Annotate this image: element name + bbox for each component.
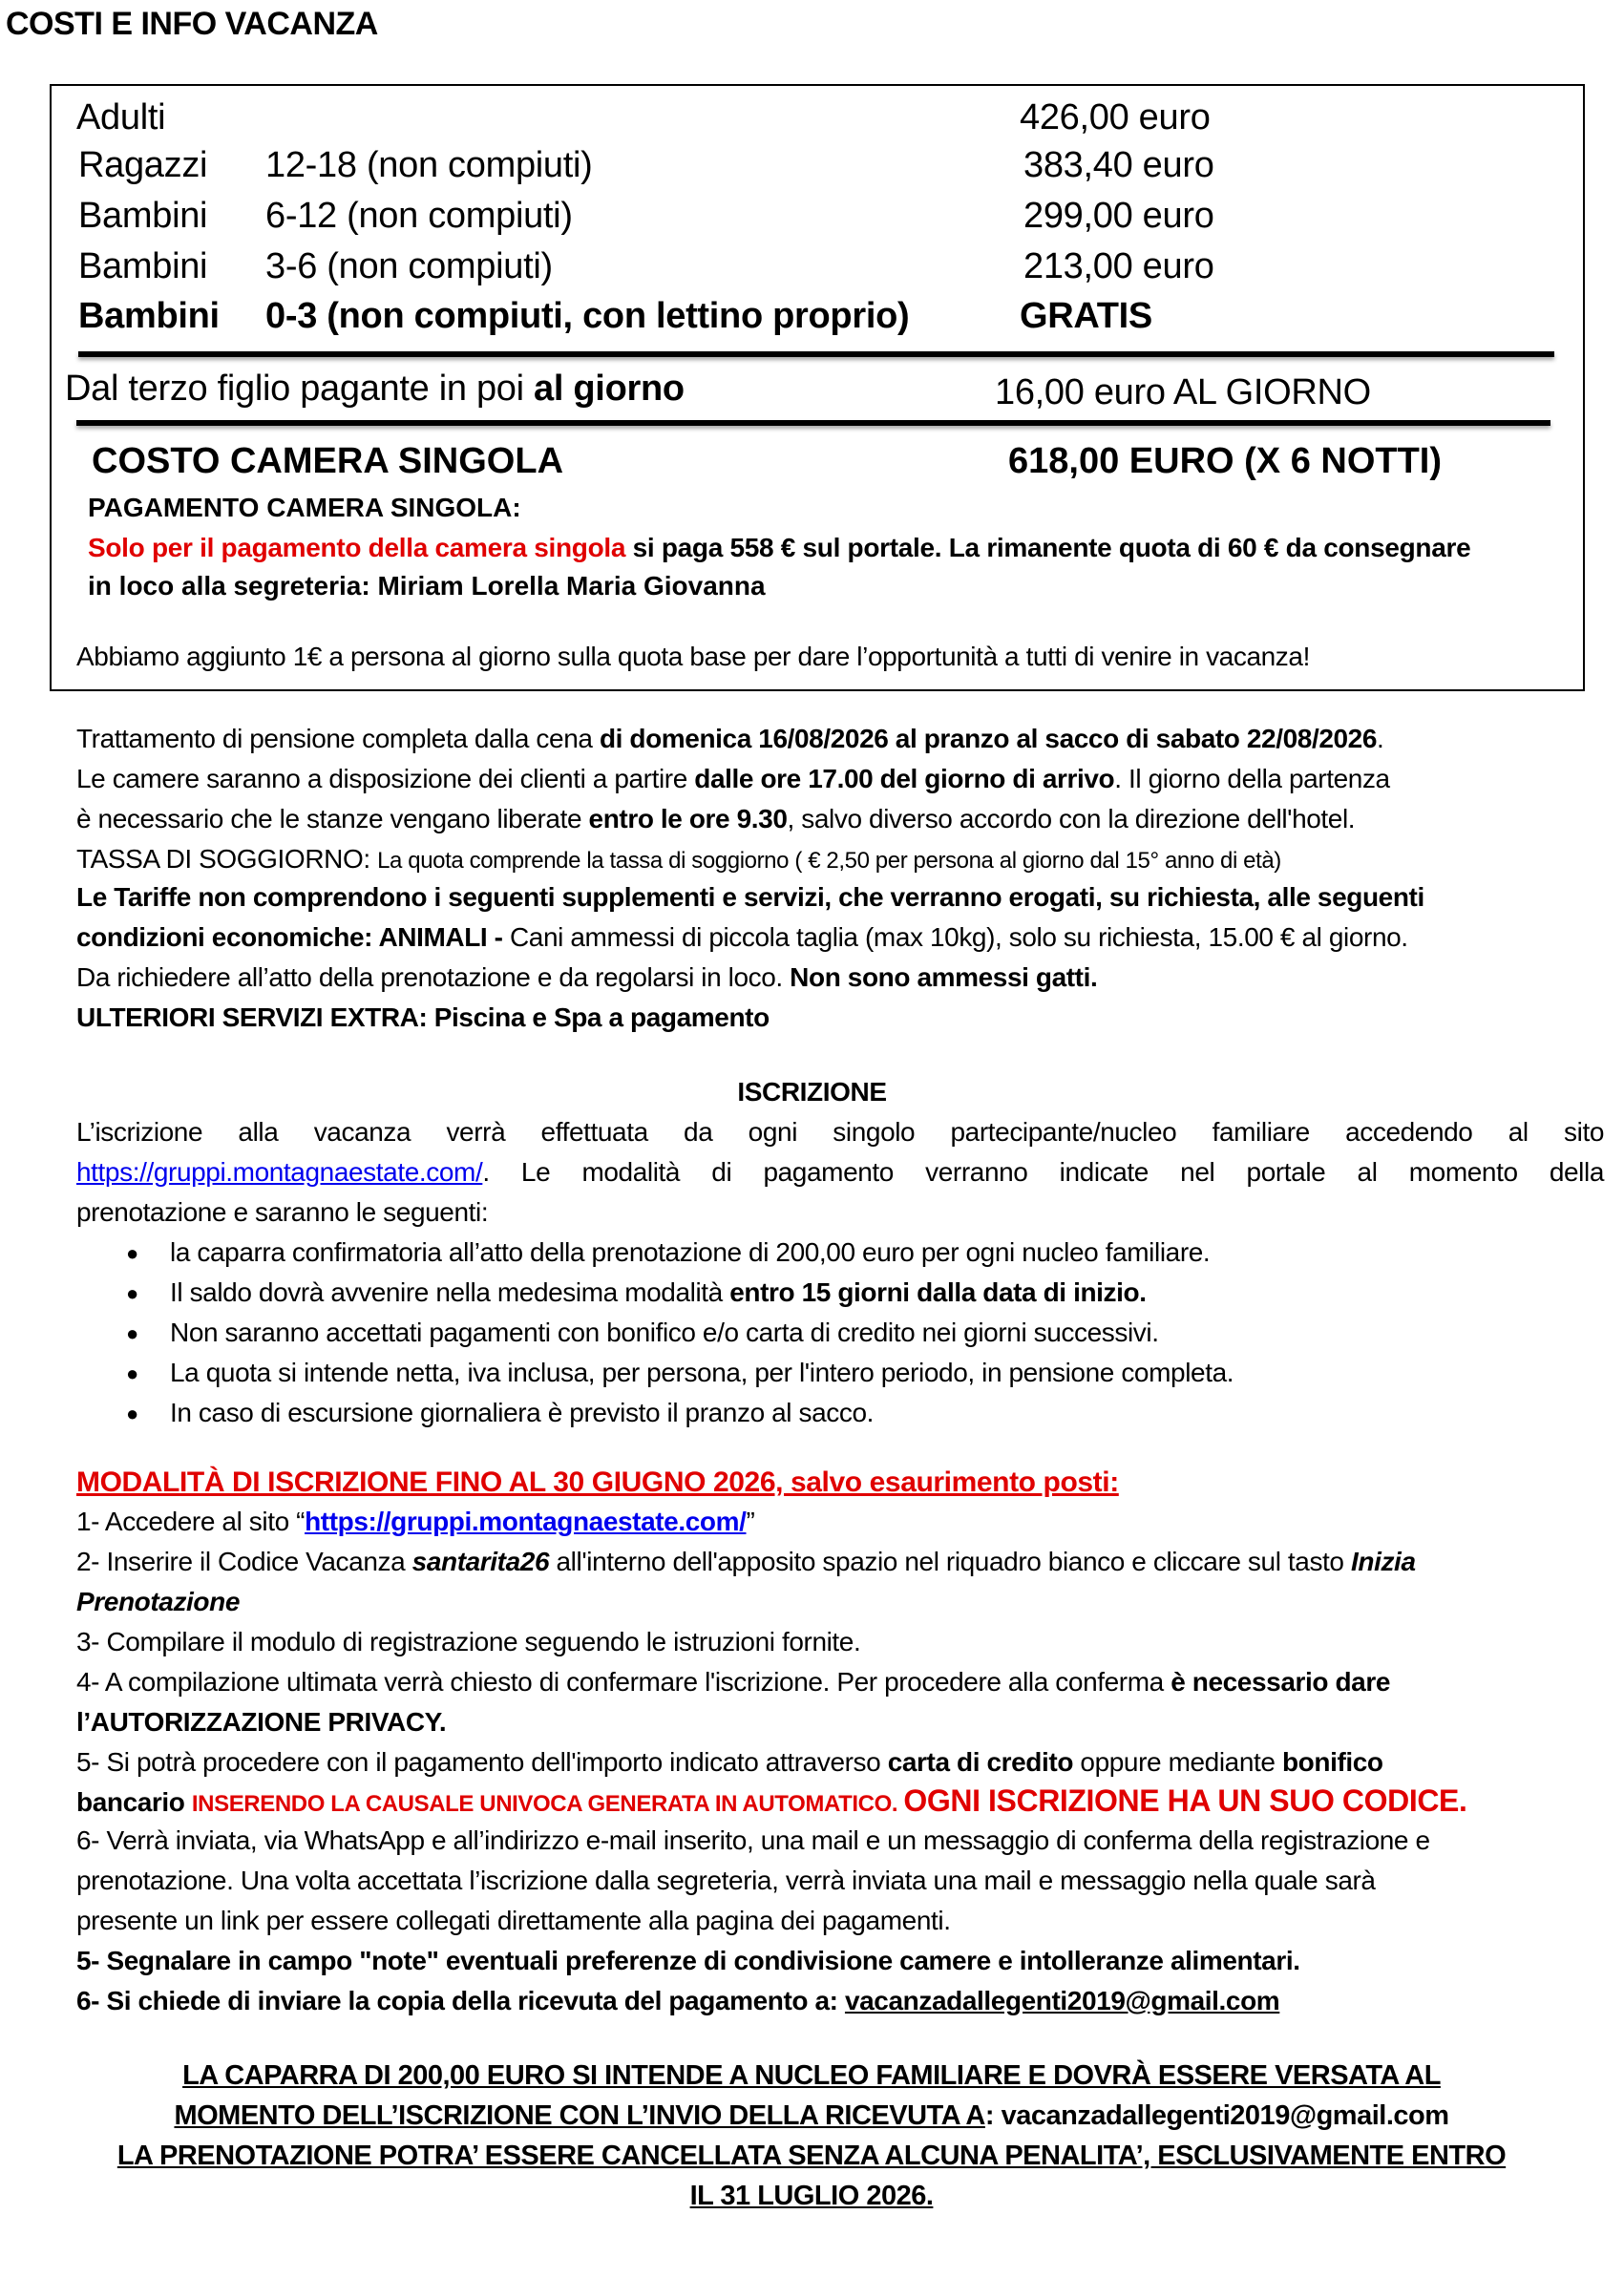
step-text: 6- Verrà inviata, via WhatsApp e all’indirizzo e-mail inserito, una mail e un messaggio di conferma della registrazione e xyxy=(76,1825,1430,1855)
step-red: INSERENDO LA CAUSALE UNIVOCA GENERATA IN AUTOMATICO. xyxy=(191,1791,904,1817)
step-bold: 6- Si chiede di inviare la copia della ricevuta del pagamento a: xyxy=(76,1986,845,2015)
info-bold: dalle ore 17.00 del giorno di arrivo xyxy=(694,764,1115,793)
tax-text: La quota comprende la tassa di soggiorno ( € 2,50 per persona al giorno dal 15° anno di età) xyxy=(377,848,1281,874)
bullet-icon: ● xyxy=(126,1241,139,1265)
third-child-text: Dal terzo figlio pagante in poi xyxy=(65,369,535,409)
footer-line: MOMENTO DELL’ISCRIZIONE CON L’INVIO DELLA RICEVUTA A xyxy=(174,2100,985,2131)
info-bold: entro le ore 9.30 xyxy=(588,804,788,833)
step-bold: carta di credito xyxy=(887,1747,1074,1777)
bullet-icon: ● xyxy=(126,1321,139,1345)
vacation-code: santarita26 xyxy=(411,1547,550,1576)
iscrizione-text: . Le modalità di pagamento verranno indicate nel portale al momento della xyxy=(482,1157,1604,1187)
single-payment-red: Solo per il pagamento della camera singola xyxy=(88,533,626,562)
price-row-age: 3-6 (non compiuti) xyxy=(265,246,553,286)
start-booking-label: Prenotazione xyxy=(76,1587,241,1616)
divider-rule xyxy=(76,420,1550,426)
modalita-heading: MODALITÀ DI ISCRIZIONE FINO AL 30 GIUGNO 2026, salvo esaurimento posti: xyxy=(76,1466,1119,1498)
info-bold: di domenica 16/08/2026 al pranzo al sacco di sabato 22/08/2026 xyxy=(599,724,1378,753)
footer-line: IL 31 LUGLIO 2026. xyxy=(689,2181,934,2211)
tariffs-text: Le Tariffe non comprendono i seguenti supplementi e servizi, che verranno erogati, su richiesta, alle seguenti xyxy=(76,882,1424,912)
step-bold: 5- Segnalare in campo "note" eventuali preferenze di condivisione camere e intolleranze alimentari. xyxy=(76,1946,1300,1975)
iscrizione-heading: ISCRIZIONE xyxy=(737,1077,887,1107)
step-text: oppure mediante xyxy=(1073,1747,1282,1777)
step-bold: bancario xyxy=(76,1787,192,1817)
bullet-icon: ● xyxy=(126,1402,139,1425)
bullet-icon: ● xyxy=(126,1281,139,1305)
email-link[interactable]: vacanzadallegenti2019@gmail.com xyxy=(844,1986,1280,2015)
price-row-category: Ragazzi xyxy=(78,145,208,185)
bullet-item: La quota si intende netta, iva inclusa, per persona, per l'intero periodo, in pensione completa. xyxy=(170,1358,1234,1387)
bullet-icon: ● xyxy=(126,1361,139,1385)
bullet-item: In caso di escursione giornaliera è previsto il pranzo al sacco. xyxy=(170,1398,875,1427)
bullet-item: la caparra confirmatoria all’atto della prenotazione di 200,00 euro per ogni nucleo familiare. xyxy=(170,1237,1211,1267)
iscrizione-paragraph: L’iscrizione alla vacanza verrà effettuata da ogni singolo partecipante/nucleo familiare accedendo al sito xyxy=(76,1117,1604,1147)
single-payment-title: PAGAMENTO CAMERA SINGOLA: xyxy=(88,493,521,522)
price-row-price: 426,00 euro xyxy=(1020,97,1211,137)
single-payment-line2: in loco alla segreteria: Miriam Lorella Maria Giovanna xyxy=(88,571,766,601)
info-text: Trattamento di pensione completa dalla cena xyxy=(76,724,600,753)
bullet-item: Non saranno accettati pagamenti con bonifico e/o carta di credito nei giorni successivi. xyxy=(170,1318,1159,1347)
bullet-bold: entro 15 giorni dalla data di inizio. xyxy=(729,1277,1147,1307)
step-text: 5- Si potrà procedere con il pagamento dell'importo indicato attraverso xyxy=(76,1747,888,1777)
info-text: . xyxy=(1377,724,1384,753)
animals-text: Cani ammessi di piccola taglia (max 10kg), solo su richiesta, 15.00 € al giorno. xyxy=(509,922,1408,952)
price-row-price: GRATIS xyxy=(1020,296,1152,336)
start-booking-label: Inizia xyxy=(1351,1547,1416,1576)
tax-label: TASSA DI SOGGIORNO: xyxy=(76,844,378,874)
price-row-age: 0-3 (non compiuti, con lettino proprio) xyxy=(265,296,910,336)
price-row-category: Bambini xyxy=(78,296,220,336)
info-text: è necessario che le stanze vengano liberate xyxy=(76,804,589,833)
footer-line: LA PRENOTAZIONE POTRA’ ESSERE CANCELLATA SENZA ALCUNA PENALITA’, ESCLUSIVAMENTE ENTRO xyxy=(116,2141,1507,2171)
info-text: , salvo diverso accordo con la direzione dell'hotel. xyxy=(787,804,1356,833)
price-row-price: 299,00 euro xyxy=(1023,196,1214,236)
price-row-age: 6-12 (non compiuti) xyxy=(265,196,573,236)
step-text: 2- Inserire il Codice Vacanza xyxy=(76,1547,412,1576)
info-text: . Il giorno della partenza xyxy=(1114,764,1390,793)
single-room-price: 618,00 EURO (X 6 NOTTI) xyxy=(1008,441,1443,481)
portal-link[interactable]: https://gruppi.montagnaestate.com/ xyxy=(305,1507,747,1536)
step-text: all'interno dell'apposito spazio nel riquadro bianco e cliccare sul tasto xyxy=(549,1547,1351,1576)
single-room-label: COSTO CAMERA SINGOLA xyxy=(92,441,564,481)
animals-label: condizioni economiche: ANIMALI - xyxy=(76,922,510,952)
single-payment-rest: si paga 558 € sul portale. La rimanente quota di 60 € da consegnare xyxy=(625,533,1471,562)
step-text: 4- A compilazione ultimata verrà chiesto di confermare l'iscrizione. Per procedere alla conferma xyxy=(76,1667,1171,1697)
price-row-category: Bambini xyxy=(78,246,208,286)
third-child-price: 16,00 euro AL GIORNO xyxy=(995,372,1371,412)
price-note: Abbiamo aggiunto 1€ a persona al giorno sulla quota base per dare l’opportunità a tutti di venire in vacanza! xyxy=(76,642,1310,671)
step-red: OGNI ISCRIZIONE HA UN SUO CODICE. xyxy=(903,1783,1467,1818)
step-bold: l’AUTORIZZAZIONE PRIVACY. xyxy=(76,1707,447,1737)
extra-services: ULTERIORI SERVIZI EXTRA: Piscina e Spa a pagamento xyxy=(76,1002,770,1032)
iscrizione-text: prenotazione e saranno le seguenti: xyxy=(76,1197,489,1227)
info-text: Da richiedere all’atto della prenotazione e da regolarsi in loco. xyxy=(76,962,791,992)
info-text: Le camere saranno a disposizione dei clienti a partire xyxy=(76,764,695,793)
bullet-item: Il saldo dovrà avvenire nella medesima modalità xyxy=(170,1277,730,1307)
price-row-price: 383,40 euro xyxy=(1023,145,1214,185)
price-row-age: 12-18 (non compiuti) xyxy=(265,145,593,185)
step-bold: è necessario dare xyxy=(1171,1667,1390,1697)
step-text: prenotazione. Una volta accettata l’iscrizione dalla segreteria, verrà inviata una mail e messaggio nella quale sarà xyxy=(76,1866,1376,1895)
price-row-category: Bambini xyxy=(78,196,208,236)
step-text: ” xyxy=(746,1507,755,1536)
footer-email: : vacanzadallegenti2019@gmail.com xyxy=(984,2100,1449,2131)
step-text: presente un link per essere collegati direttamente alla pagina dei pagamenti. xyxy=(76,1906,951,1935)
price-row-category: Adulti xyxy=(76,97,166,137)
portal-link[interactable]: https://gruppi.montagnaestate.com/ xyxy=(76,1157,483,1187)
step-text: 3- Compilare il modulo di registrazione seguendo le istruzioni fornite. xyxy=(76,1627,861,1656)
price-row-price: 213,00 euro xyxy=(1023,246,1214,286)
third-child-bold: al giorno xyxy=(534,369,685,409)
divider-rule xyxy=(78,351,1554,357)
footer-line: LA CAPARRA DI 200,00 EURO SI INTENDE A NUCLEO FAMILIARE E DOVRÀ ESSERE VERSATA AL xyxy=(182,2060,1441,2091)
step-text: 1- Accedere al sito “ xyxy=(76,1507,306,1536)
info-bold: Non sono ammessi gatti. xyxy=(790,962,1098,992)
page-title: COSTI E INFO VACANZA xyxy=(6,6,378,42)
step-bold: bonifico xyxy=(1281,1747,1383,1777)
